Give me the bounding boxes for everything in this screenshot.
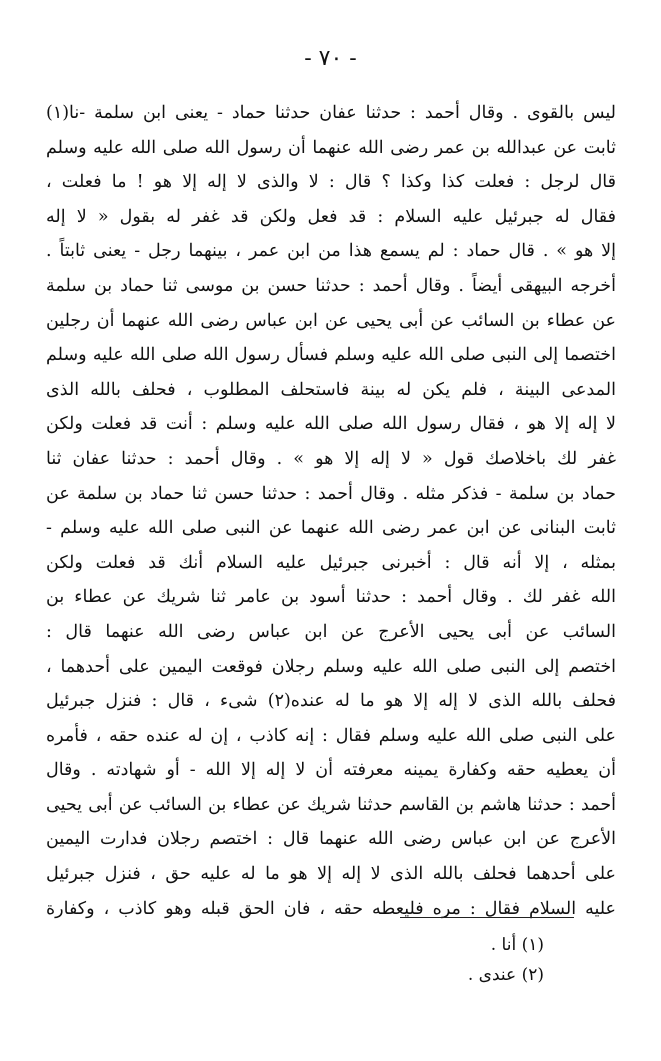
text-line: عن عطاء بن السائب عن أبى يحيى عن ابن عباس رضى الله عنهما أن رجلين [46,310,616,331]
text-line: أخرجه البيهقى أيضاً . وقال أحمد : حدثنا حسن بن موسى ثنا حماد بن سلمة [46,275,616,296]
text-line: غفر لك باخلاصك قول « لا إله إلا هو » . وقال أحمد : حدثنا عفان ثنا [46,448,616,469]
text-line: بمثله ، إلا أنه قال : أخبرنى جبرئيل عليه السلام أنك قد فعلت ولكن [46,552,616,573]
footnote: (٢) عندى . [467,965,544,985]
text-line: الأعرج عن ابن عباس رضى الله عنهما قال : اختصم رجلان فدارت اليمين [46,829,616,850]
text-line: إلا هو » . قال حماد : لم يسمع هذا من ابن عمر ، بينهما رجل - يعنى ثابتاً . [46,241,616,262]
text-line: الله غفر لك . وقال أحمد : حدثنا أسود بن عامر ثنا شريك عن عطاء بن [46,587,616,608]
text-line: اختصما إلى النبى صلى الله عليه وسلم فسأل رسول الله صلى الله عليه وسلم [46,345,616,366]
footnotes [300,930,544,990]
text-line: قال لرجل : فعلت كذا وكذا ؟ قال : لا والذى لا إله إلا هو ! ما فعلت ، [46,172,616,193]
text-line: على النبى صلى الله عليه وسلم فقال : إنه كاذب ، إن له عنده حقه ، فأمره [46,725,616,746]
text-line: عليه السلام فقال : مره فليعطه حقه ، فان الحق قبله وهو كاذب ، وكفارة [46,898,616,919]
text-line: أن يعطيه حقه وكفارة يمينه معرفته أن لا إله إلا الله - أو شهادته . وقال [46,760,616,781]
main-text [46,96,616,926]
text-line: السائب عن أبى يحيى الأعرج عن ابن عباس رضى الله عنهما قال : [46,621,616,642]
page-number: - ٧٠ - [304,46,357,71]
text-line: أحمد : حدثنا هاشم بن القاسم حدثنا شريك عن عطاء بن السائب عن أبى يحيى [46,794,616,815]
text-line: فقال له جبرئيل عليه السلام : قد فعل ولكن قد غفر له بقول « لا إله [46,206,616,227]
text-line: ثابت البنانى عن ابن عمر رضى الله عنهما عن النبى صلى الله عليه وسلم - [46,518,616,539]
text-line: ثابت عن عبدالله بن عمر رضى الله عنهما أن رسول الله صلى الله عليه وسلم [46,137,616,158]
text-line: على أحدهما فحلف بالله الذى لا إله إلا هو ما له عليه حق ، فنزل جبرئيل [46,864,616,885]
footnote: (١) أنا . [490,935,544,955]
text-line: المدعى البينة ، فلم يكن له بينة فاستحلف المطلوب ، فحلف بالله الذى [46,379,616,400]
text-line: حماد بن سلمة - فذكر مثله . وقال أحمد : حدثنا حسن ثنا حماد بن سلمة عن [46,483,616,504]
text-line: لا إله إلا هو ، فقال رسول الله صلى الله عليه وسلم : أنت قد فعلت ولكن [46,414,616,435]
text-line: اختصم إلى النبى صلى الله عليه وسلم رجلان فوقعت اليمين على أحدهما ، [46,656,616,677]
footnote-divider [400,917,574,918]
text-line: ليس بالقوى . وقال أحمد : حدثنا عفان حدثنا حماد - يعنى ابن سلمة -نا(١) [46,103,616,123]
text-line: فحلف بالله الذى لا إله إلا هو ما له عنده(٢) شىء ، قال : فنزل جبرئيل [46,691,616,712]
